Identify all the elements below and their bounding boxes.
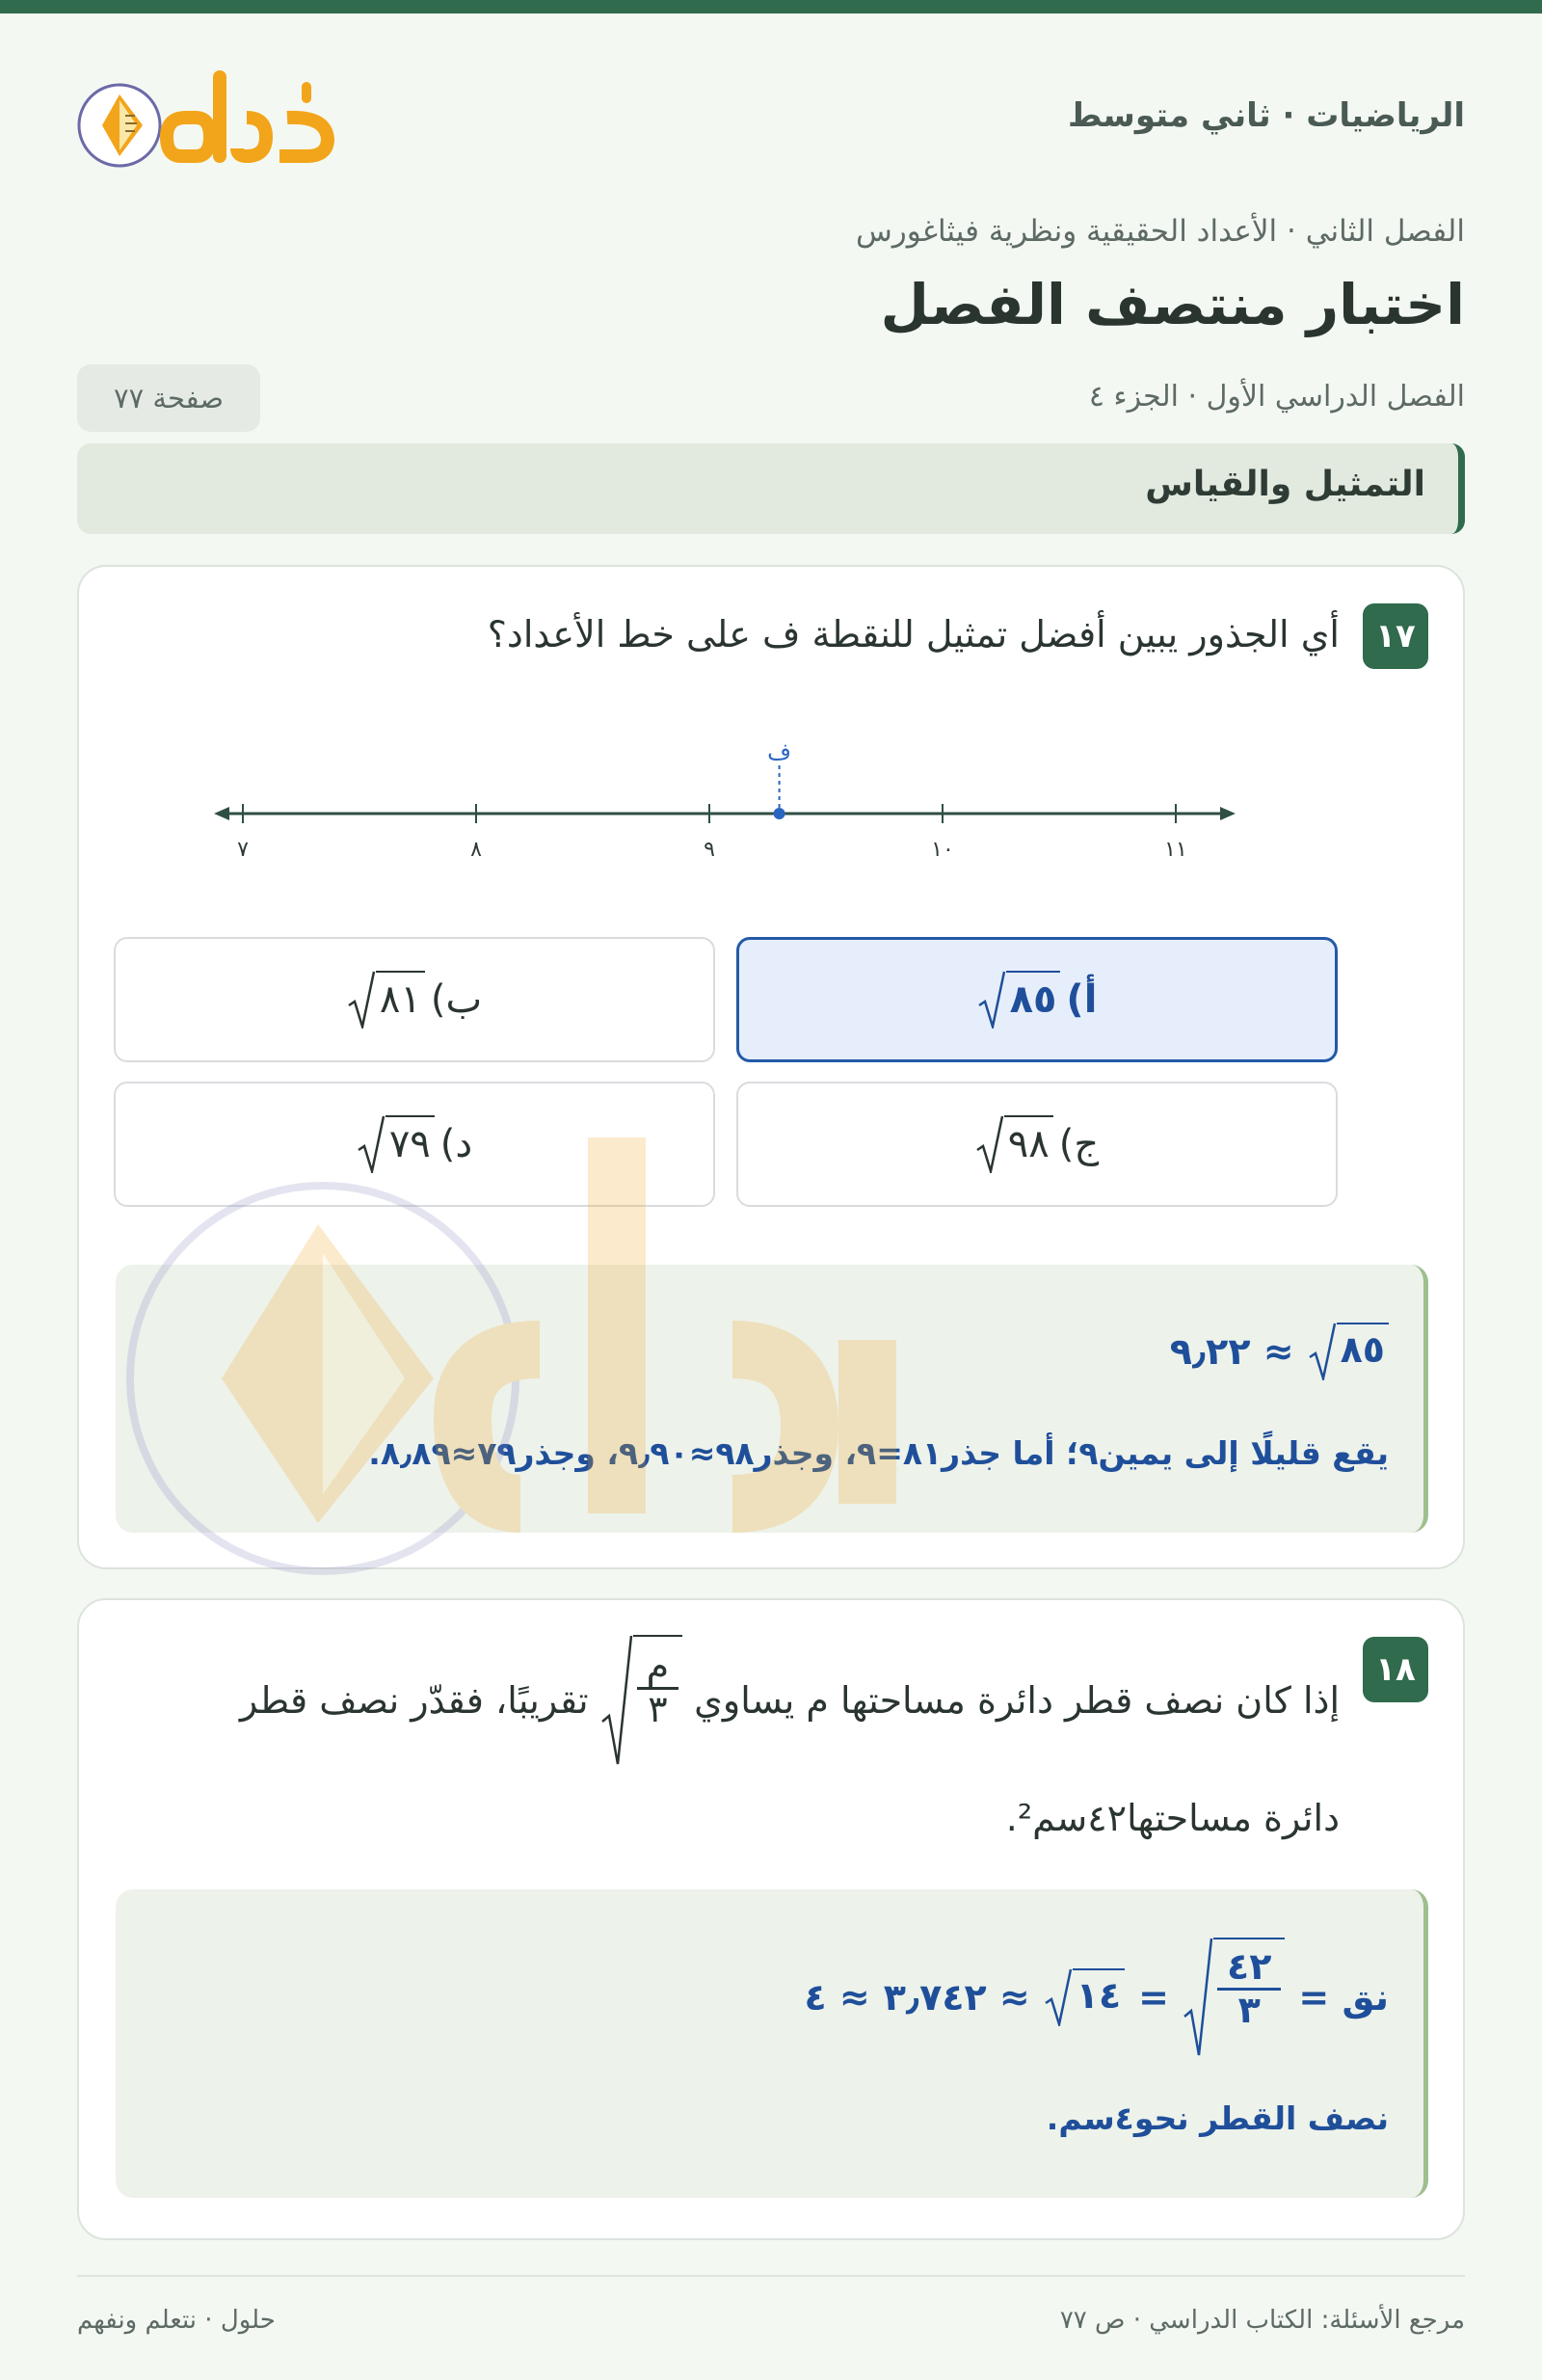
- answer-box-17: [116, 1265, 1428, 1533]
- question-text-part2: تقريبًا، فقدّر نصف قطر: [239, 1679, 589, 1722]
- number-line: [214, 682, 1332, 856]
- question-number-badge: ١٨: [1363, 1637, 1428, 1702]
- tick-label: ٧: [237, 838, 249, 856]
- page-title: اختبار منتصف الفصل: [880, 272, 1465, 337]
- tick-label: ١٠: [931, 838, 954, 856]
- radicand: ٧٩: [386, 1115, 435, 1173]
- option-b[interactable]: [114, 937, 715, 1062]
- question-card-17: [77, 565, 1465, 1569]
- fraction-numerator: ٤٢: [1217, 1947, 1281, 1991]
- radical: [1308, 1323, 1389, 1380]
- footer-divider: [77, 2275, 1465, 2277]
- option-a[interactable]: [736, 937, 1338, 1062]
- option-letter: أ): [1066, 977, 1098, 1022]
- radicand: ٨٥: [1337, 1323, 1389, 1380]
- section-header: [77, 443, 1465, 534]
- fraction: [1217, 1947, 1281, 2031]
- number-line-ticks: [237, 804, 1187, 856]
- equation-lhs: نق =: [1298, 1976, 1389, 2019]
- question-text-part1: إذا كان نصف قطر دائرة مساحتها م يساوي: [694, 1679, 1340, 1722]
- fraction-numerator: م: [637, 1646, 679, 1690]
- radical: [1044, 1968, 1125, 2026]
- subject-label: الرياضيات · ثاني متوسط: [1068, 96, 1465, 135]
- question-card-18: [77, 1598, 1465, 2240]
- question-text: أي الجذور يبين أفضل تمثيل للنقطة ف على خط الأعداد؟: [487, 613, 1340, 655]
- approx-value-1: ≈ ٣٫٧٤٢: [883, 1976, 1030, 2019]
- section-title: التمثيل والقياس: [1145, 465, 1425, 504]
- option-letter: د): [439, 1122, 473, 1166]
- answer-box-18: [116, 1889, 1428, 2198]
- chapter-title: الفصل الثاني · الأعداد الحقيقية ونظرية فيثاغورس: [855, 214, 1465, 249]
- point-f-marker: [774, 808, 785, 819]
- tick-label: ٨: [470, 838, 482, 856]
- radical: [600, 1635, 683, 1766]
- radicand: ٩٨: [1004, 1115, 1053, 1173]
- answer-conclusion: نصف القطر نحو٤سم.: [1046, 2099, 1389, 2137]
- radical: [1183, 1938, 1285, 2057]
- answer-approx-line: [1170, 1323, 1389, 1380]
- option-letter: ب): [430, 977, 483, 1022]
- footer-reference: مرجع الأسئلة: الكتاب الدراسي · ص ٧٧: [1059, 2306, 1465, 2335]
- tick-label: ٩: [704, 838, 715, 856]
- radicand: ١٤: [1073, 1968, 1125, 2026]
- radical: [357, 1115, 435, 1173]
- approx-value: ≈ ٩٫٢٢: [1169, 1330, 1294, 1373]
- fraction-denominator: ٣: [1237, 1988, 1261, 2031]
- answer-equation: [804, 1938, 1389, 2057]
- radicand: ٨١: [376, 971, 425, 1029]
- question-text-line1: [240, 1635, 1340, 1766]
- radical: [975, 1115, 1053, 1173]
- option-c[interactable]: [736, 1082, 1338, 1207]
- tick-label: ١١: [1164, 838, 1187, 856]
- radicand: ٨٥: [1006, 971, 1061, 1029]
- footer-brand: حلول · نتعلم ونفهم: [77, 2306, 276, 2335]
- option-d[interactable]: [114, 1082, 715, 1207]
- question-text-line2: دائرة مساحتها٤٢سم².: [1005, 1797, 1340, 1839]
- point-f-label: ف: [767, 738, 792, 765]
- page-number-badge: صفحة ٧٧: [77, 364, 260, 432]
- top-accent-bar: [0, 0, 1542, 13]
- question-number-badge: ١٧: [1363, 603, 1428, 669]
- option-letter: ج): [1058, 1122, 1100, 1166]
- radical: [977, 971, 1061, 1029]
- equals-sign: =: [1138, 1976, 1170, 2019]
- hulul-logo: [75, 60, 364, 185]
- answer-explanation: يقع قليلًا إلى يمين٩؛ أما جذر٨١=٩، وجذر٩٨≈٩٫٩٠، وجذر٧٩≈٨٫٨٩.: [368, 1434, 1389, 1472]
- approx-value-2: ≈ ٤: [804, 1976, 870, 2019]
- fraction-denominator: ٣: [648, 1687, 668, 1730]
- radical: [347, 971, 425, 1029]
- semester-label: الفصل الدراسي الأول · الجزء ٤: [1088, 380, 1465, 414]
- fraction: [637, 1646, 679, 1730]
